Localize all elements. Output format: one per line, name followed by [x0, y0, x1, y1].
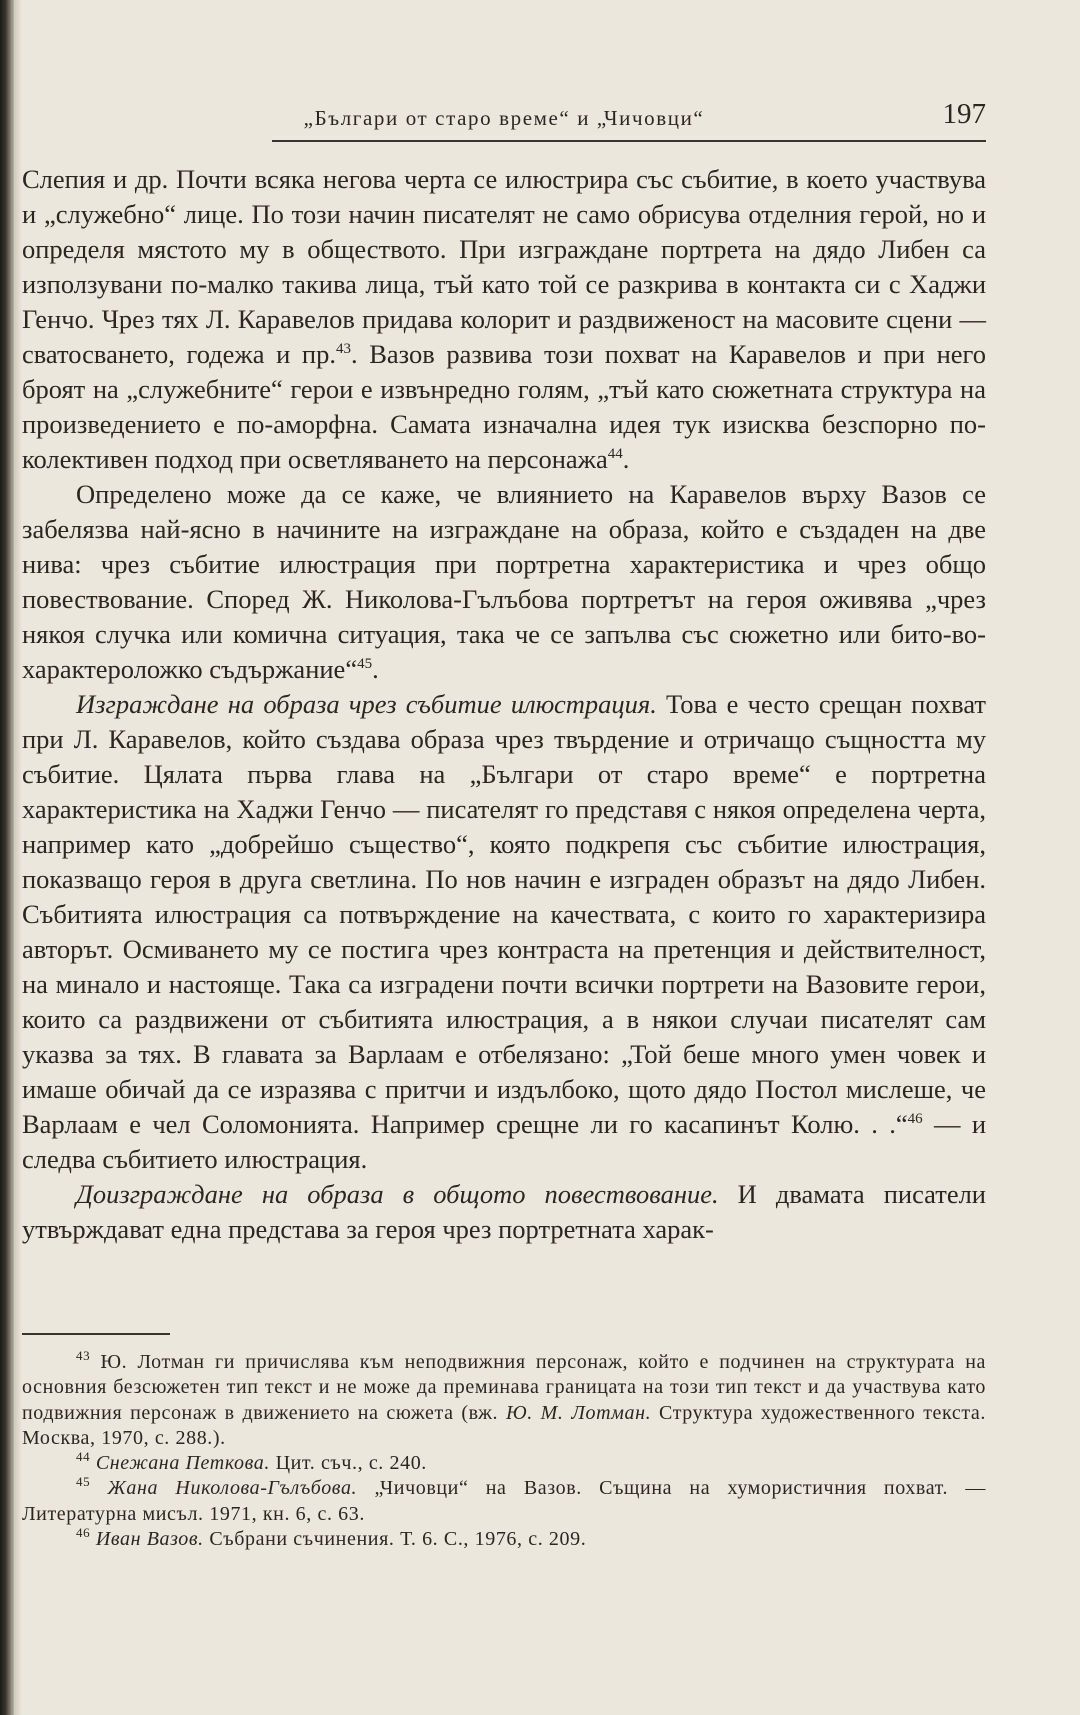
paragraph-1-text-a: Слепия и др. Почти всяка негова черта се илюстрира със събитие, в което участвува и „служебно“ лице. По този начин писателят не само обрисува отделния герой, но и определя мястото му в обществото. При изграждане портрета на дядо Либен са използувани по-малко такива лица, тъй като той се разкрива в контакта си с Хаджи Генчо. Чрез тях Л. Каравелов придава колорит и раздвиженост на масовите сцени — сватосването, годежа и пр. [22, 164, 986, 369]
footnote-number: 43 [76, 1348, 91, 1363]
footnote-number: 44 [76, 1449, 91, 1465]
book-page [22, 0, 1062, 1715]
running-header [22, 98, 986, 142]
footnote-43 [22, 1350, 986, 1451]
paragraph-4-text: И двамата писатели утвърждават една представа за героя чрез портретната харак- [22, 1179, 986, 1244]
paragraph-2-text-a: Определено може да се каже, че влиянието на Каравелов върху Вазов се забелязва най-ясно в начините на изграждане на образа, който е създаден на две нива: чрез събитие илюстрация при портретна характеристика и чрез общо повествование. Според Ж. Николова-Гълъбова портретът на героя оживява „чрез някоя случка или комична ситуация, така че се запълва със сюжетно или бито-во-характероложко съдържание“ [22, 479, 986, 684]
book-binding-shadow [14, 0, 22, 1715]
footnote-ref-46: 46 [907, 1111, 923, 1127]
footnote-author: Снежана Петкова. [95, 1452, 270, 1475]
footnote-ref-45: 45 [357, 656, 373, 672]
footnote-number: 45 [76, 1474, 91, 1490]
footnote-ref-43: 43 [335, 341, 351, 357]
main-text [22, 162, 986, 1247]
footnote-source: Цит. съч., с. 240. [269, 1452, 427, 1475]
section-heading-illustration: Изграждане на образа чрез събитие илюстрация. [76, 689, 657, 719]
footnote-source: Структура художественного текста. Москва, 1970, с. 288.). [22, 1401, 986, 1449]
footnote-author: Иван Вазов. [95, 1528, 204, 1551]
footnote-46 [22, 1527, 986, 1552]
paragraph-1-text-b: . Вазов развива този похват на Каравелов и при него броят на „служебните“ герои е извънредно голям, „тъй като сюжетната структура на произведението е по-аморфна. Самата изначална идея тук изисква безспорно по-колективен подход при осветляването на персонажа [22, 339, 986, 474]
footnotes [22, 1350, 986, 1552]
running-title: „Българи от старо време“ и „Чичовци“ [303, 106, 705, 130]
paragraph-3-text-b: — и следва събитието илюстрация. [22, 1109, 987, 1174]
paragraph-1-text-c: . [622, 444, 630, 474]
paragraph-4 [22, 1177, 986, 1247]
book-binding-edge [0, 0, 14, 1715]
footnote-45 [22, 1476, 986, 1527]
footnote-ref-44: 44 [607, 446, 623, 462]
section-heading-narration: Доизграждане на образа в общото повествование. [76, 1179, 719, 1209]
page-number: 197 [942, 98, 986, 130]
footnote-source: Събрани съчинения. Т. 6. С., 1976, с. 209. [203, 1528, 587, 1551]
footnote-text: Ю. Лотман ги причислява към неподвижния персонаж, който е подчинен на структурата на основния безсюжетен тип текст и не може да преминава границата на този тип текст и да участвува като подвижния персонаж в движението на сюжета (вж. [22, 1351, 986, 1424]
header-rule [272, 140, 986, 142]
paragraph-1 [22, 162, 986, 477]
footnote-author: Жана Николова-Гълъбова. [107, 1477, 358, 1500]
footnote-number: 46 [76, 1525, 91, 1541]
footnote-44 [22, 1451, 986, 1476]
paragraph-3-text-a: Това е често срещан похват при Л. Каравелов, който създава образа чрез твърдение и отричащо същността му събитие. Цялата първа глава на „Българи от старо време“ е портретна характеристика на Хаджи Генчо — писателят го представя с някоя определена черта, например като „добрейшо същество“, която подкрепя със събитие илюстрация, показващо героя в друга светлина. По нов начин е изграден образът на дядо Либен. Събитията илюстрация са потвърждение на качествата, с които го характеризира авторът. Осмиването му се постига чрез контраста на претенция и действителност, на минало и настояще. Така са изградени почти всички портрети на Вазовите герои, които са раздвижени от събитията илюстрация, а в някои случаи писателят сам указва за тях. В главата за Варлаам е отбелязано: „Той беше много умен човек и имаше обичай да се изразява с притчи и издълбоко, щото дядо Постол мислеше, че Варлаам е чел Соломонията. Например срещне ли го касапинът Колю. . .“ [22, 689, 987, 1139]
footnote-source: „Чичовци“ на Вазов. Същина на хумористичния похват. — Литературна мисъл. 1971, кн. 6, с. 63. [22, 1477, 986, 1525]
footnote-author: Ю. М. Лотман. [505, 1401, 652, 1424]
paragraph-3 [22, 687, 986, 1177]
paragraph-2-text-b: . [372, 654, 379, 684]
paragraph-2 [22, 477, 986, 687]
footnote-rule [22, 1333, 170, 1335]
